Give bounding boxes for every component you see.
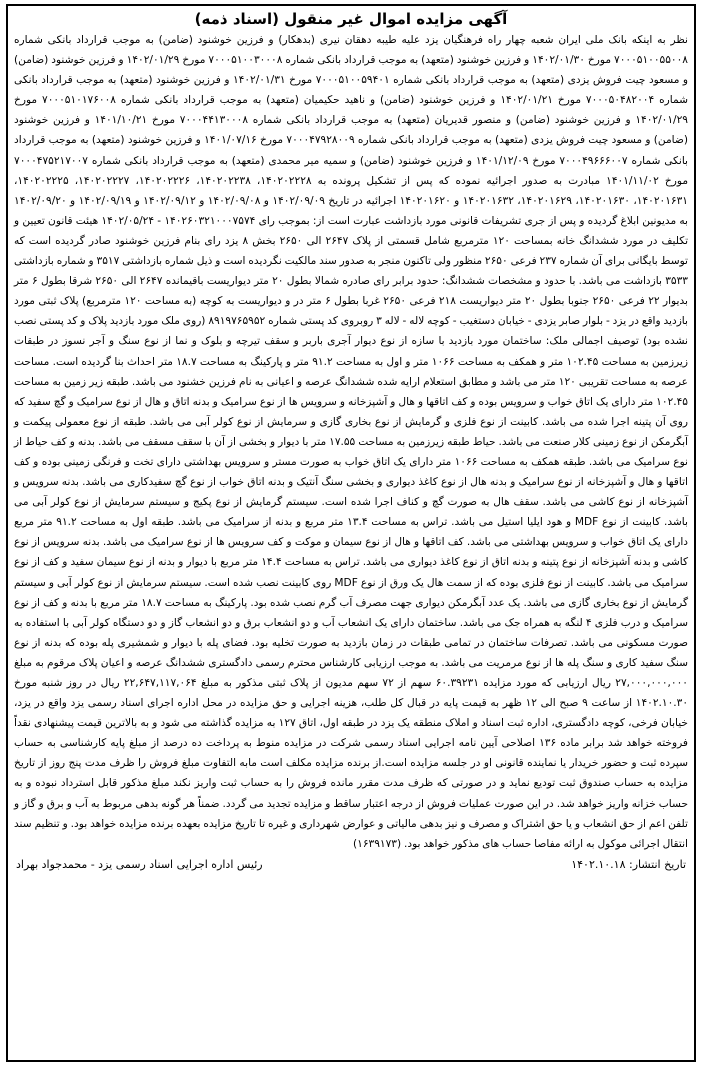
notice-body: نظر به اینکه بانک ملی ایران شعبه چهار راه فرهنگیان یزد علیه طیبه دهقان نیری (بدهکار) و فرزین خوشنود (ضامن) به موجب قرارداد بانکی شماره ۷۰۰۰۵۱۰۰۵۵۰۰۸ مورخ ۱۴۰۲/۰۱/۳۰ و فرزین خوشنود (متعهد) به موجب قرارداد بانکی شماره ۷۰۰۰۵۱۰۰۳۰۰۰۸ مورخ ۱۴۰۲/۰۱/۲۹ و فرزین خوشنود (ضامن) و مسعود چیت فروش یزدی (متعهد) به موجب قرارداد بانکی شماره ۷۰۰۰۵۱۰۰۵۹۴۰۱ مورخ ۱۴۰۲/۰۱/۳۱ و فرزین خوشنود (متعهد) به موجب قرارداد بانکی شماره ۷۰۰۰۵۰۴۸۲۰۰۴ مورخ ۱۴۰۲/۰۱/۲۱ و فرزین خوشنود (ضامن) و ناهید حکیمیان (متعهد) به موجب قرارداد بانکی شماره ۷۰۰۰۵۱۰۱۷۶۰۰۸ مورخ ۱۴۰۲/۰۱/۲۹ و فرزین خوشنود (ضامن) و منصور قدیریان (متعهد) به موجب قرارداد بانکی شماره ۷۰۰۰۴۴۱۳۰۰۰۸ مورخ ۱۴۰۱/۱۰/۲۱ و فرزین خوشنود (ضامن) و مسعود چیت فروش یزدی (متعهد) به موجب قرارداد بانکی شماره ۷۰۰۰۴۷۹۲۸۰۰۹ مورخ ۱۴۰۱/۰۷/۱۶ و فرزین خوشنود (متعهد) به موجب قرارداد بانکی شماره ۷۰۰۰۴۹۶۶۶۰۰۷ مورخ ۱۴۰۱/۱۲/۰۹ و فرزین خوشنود (ضامن) و سمیه میر محمدی (متعهد) به موجب قرارداد بانکی شماره ۷۰۰۰۴۷۵۲۱۷۰۰۷ مورخ ۱۴۰۱/۱۱/۰۲ مبادرت به صدور اجرائیه نموده که پس از تشکیل پرونده به ۱۴۰۲۰۲۲۲۸، ۱۴۰۲۰۲۲۳۸، ۱۴۰۲۰۲۲۲۶، ۱۴۰۲۰۲۲۲۷، ۱۴۰۲۰۲۲۲۵، ۱۴۰۲۰۱۶۳۱، ۱۴۰۲۰۱۶۳۰، ۱۴۰۲۰۱۶۲۹، ۱۴۰۲۰۱۶۳۲ و ۱۴۰۲۰۱۶۲۰ اجرائیه در تاریخ ۱۴۰۲/۰۹/۰۹ و ۱۴۰۲/۰۹/۰۸ و ۱۴۰۲/۰۹/۱۲ و ۱۴۰۲/۰۹/۱۹ و ۱۴۰۲/۰۹/۲۰ به مدیونین ابلاغ گردیده و پس از جری تشریفات قانونی مورد بازداشت عبارت است از: بموجب رای ۱۴۰۲۶۰۳۲۱۰۰۰۷۵۷۴ - ۱۴۰۲/۰۵/۲۴ هیئت قانون تعیین و تکلیف در مورد ششدانگ خانه بمساحت ۱۲۰ مترمربع شامل قسمتی از پلاک ۲۶۴۷ الی ۲۶۵۰ بخش ۸ یزد رای بنام فرزین خوشنود صادر گردیده است که توسط بایگانی برای آن شماره ۲۳۷ فرعی ۲۶۵۰ منظور ولی تاکنون منجر به صدور سند مالکیت نگردیده است و ذیل شماره بازداشتی ۳۵۱۷ و شماره بازداشتی ۳۵۳۳ بازداشت می باشد. با حدود و مشخصات ششدانگ: حدود برابر رای صادره شمالا بطول ۲۰ متر دیواریست باقیمانده ۲۶۴۷ الی ۲۶۵۰ شرقا بطول ۶ متر بدیوار ۲۲ فرعی ۲۶۵۰ جنوبا بطول ۲۰ متر دیواریست ۲۱۸ فرعی ۲۶۵۰ غربا بطول ۶ متر در و دیواریست به کوچه (به مساحت ۱۲۰ مترمربع) پلاک ثبتی مورد بازدید واقع در یزد - بلوار صابر یزدی - خیابان دستغیب - کوچه لاله - لاله ۳ روبروی کد پستی شماره ۸۹۱۹۷۶۵۹۵۲ (روی ملک مورد بازدید پلاک و کد پستی نصب نشده بود) توصیف اجمالی ملک: ساختمان مورد بازدید با سازه از نوع دیوار آجری باربر و سقف تیرچه و بلوک و نما از نوع سنگ و آجر نسوز در طبقات زیرزمین به مساحت ۱۰۲.۴۵ متر و همکف به مساحت ۱۰۶۶ متر و اول به مساحت ۹۱.۲ متر و پارکینگ به مساحت ۱۸.۷ متر احداث بنا گردیده است. مساحت عرصه به مساحت تقریبی ۱۲۰ متر می باشد و مطابق استعلام ارایه شده ششدانگ عرصه و اعیانی به نام فرزین خشنود می باشد. طبقه زیر زمین به مساحت ۱۰۲.۴۵ متر دارای یک اتاق خواب و سرویس بوده و کف اتاقها و هال و آشپزخانه و سرویس ها از نوع سرامیک و بدنه اتاق و هال از نوع سرامیک و گچ سفید که روی آن پتینه اجرا شده می باشد. کابینت از نوع فلزی و گرمایش از نوع بخاری گازی و سرمایش از نوع کولر آبی می باشد. طبقه از نوع معمولی پیکمت و آبگرمکن از نوع زمینی کلار صنعت می باشد. حیاط طبقه زیرزمین به مساحت ۱۷.۵۵ متر با دیوار و بخشی از آن با سقف مسقف می باشد. بدنه و کف حیاط از نوع سرامیک می باشد. طبقه همکف به مساحت ۱۰۶۶ متر دارای یک اتاق خواب به صورت مستر و سرویس بهداشتی دارای تخت و فرنگی زمینی بوده و کف اتاقها و هال و آشپزخانه از نوع سرامیک و بدنه هال از نوع کاغذ دیواری و بخشی سنگ آنتیک و بدنه اتاق خواب از نوع گچ سفیدکاری می باشد. بدنه سرویس و آشپزخانه از نوع کاشی می باشد. سقف هال به صورت گچ و کناف اجرا شده است. سیستم گرمایش از نوع پکیج و سیستم سرمایش از نوع کولر آبی می باشد. کابینت از نوع MDF و هود ایلیا استیل می باشد. تراس به مساحت ۱۳.۴ متر مربع و بدنه از سرامیک می باشد. طبقه اول به مساحت ۹۱.۲ متر مربع دارای یک اتاق خواب و سرویس بهداشتی می باشد. کف اتاقها و هال از نوع سیمان و موکت و کف سرویس ها از نوع سرامیک می باشد. بدنه سرویس از نوع کاشی و بدنه آشپزخانه از نوع پتینه و بدنه اتاق از نوع کاغذ دیواری می باشد. تراس به مساحت ۱۴.۴ متر مربع با دیوار و بدنه از نوع سیمان سفید و کف از نوع سرامیک می باشد. کابینت از نوع فلزی بوده که از سمت هال یک ورق از نوع MDF روی کابینت نصب شده است. سیستم سرمایش از نوع کولر آبی و سیستم گرمایش از نوع بخاری گازی می باشد. یک عدد آبگرمکن دیواری جهت مصرف آب گرم نصب شده بود. پارکینگ به مساحت ۱۸.۷ متر مربع با بدنه و کف از نوع سرامیک و درب فلزی ۴ لنگه به همراه جک می باشد. ساختمان دارای یک انشعاب آب و دو انشعاب برق و دو انشعاب گاز و دو دستگاه کولر آبی با استفاده به صورت مسکونی می باشد. تصرفات ساختمان در تمامی طبقات در زمان بازدید به صورت تخلیه بود. فضای پله با دیوار و شمشیری پله بوده که بدنه از نوع سنگ سفید کاری و سنگ پله ها از نوع مرمریت می باشد. به موجب ارزیابی کارشناس محترم رسمی دادگستری ششدانگ عرصه و اعیان پلاک مرقوم به مبلغ ۲۷,۰۰۰,۰۰۰,۰۰۰ ریال ارزیابی که مورد مزایده ۶۰.۳۹۲۳۱ سهم از ۷۲ سهم مدیون از پلاک ثبتی مذکور به مبلغ ۲۲,۶۴۷,۱۱۷,۰۶۴ ریال در روز شنبه مورخ ۱۴۰۲.۱۰.۳۰ از ساعت ۹ صبح الی ۱۲ ظهر به قیمت پایه در قبال کل طلب، هزینه اجرایی و حق مزایده در محل اداره اجرای اسناد رسمی یزد واقع در یزد، خیابان فرخی، کوچه دادگستری، اداره ثبت اسناد و املاک منطقه یک یزد در طبقه اول، اتاق ۱۲۷ به مزایده گذاشته می شود و به بالاترین قیمت پیشنهادی نقداً فروخته خواهد شد برابر ماده ۱۳۶ اصلاحی آیین نامه اجرایی اسناد رسمی شرکت در مزایده منوط به پرداخت ده درصد از مبلغ پایه کارشناسی به حساب سپرده ثبت و حضور خریدار یا نماینده قانونی او در جلسه مزایده است.از برنده مزایده مکلف است مابه التفاوت مبلغ فروش را ظرف مدت پنج روز از تاریخ مزایده به حساب صندوق ثبت تودیع نماید و در صورتی که ظرف مدت مقرر مانده فروش را به حساب ثبت واریز نکند مبلغ مذکور قابل استرداد نبوده و به حساب خزانه واریز خواهد شد. در این صورت عملیات فروش از درجه اعتبار ساقط و مزایده تجدید می گردد. ضمناً هر گونه بدهی مربوط به آب و برق و گاز و تلفن اعم از حق انشعاب و یا حق اشتراک و مصرف و نیز بدهی مالیاتی و عوارض شهرداری و غیره تا تاریخ مزایده بعهده برنده مزایده خواهد بود. و تنظیم سند انتقال اجرائی موکول به ارائه مفاصا حساب های مذکور خواهد بود. (۱۶۳۹۱۷۳) <box>14 34 689 850</box>
notice-footer <box>8 854 694 874</box>
signature: رئیس اداره اجرایی اسناد رسمی یزد - محمدجواد بهراد <box>16 857 263 871</box>
notice-title: آگهی مزایده اموال غیر منقول (اسناد ذمه) <box>194 10 508 28</box>
publish-date: تاریخ انتشار: ۱۴۰۲.۱۰.۱۸ <box>571 857 686 871</box>
auction-notice <box>6 4 696 1062</box>
